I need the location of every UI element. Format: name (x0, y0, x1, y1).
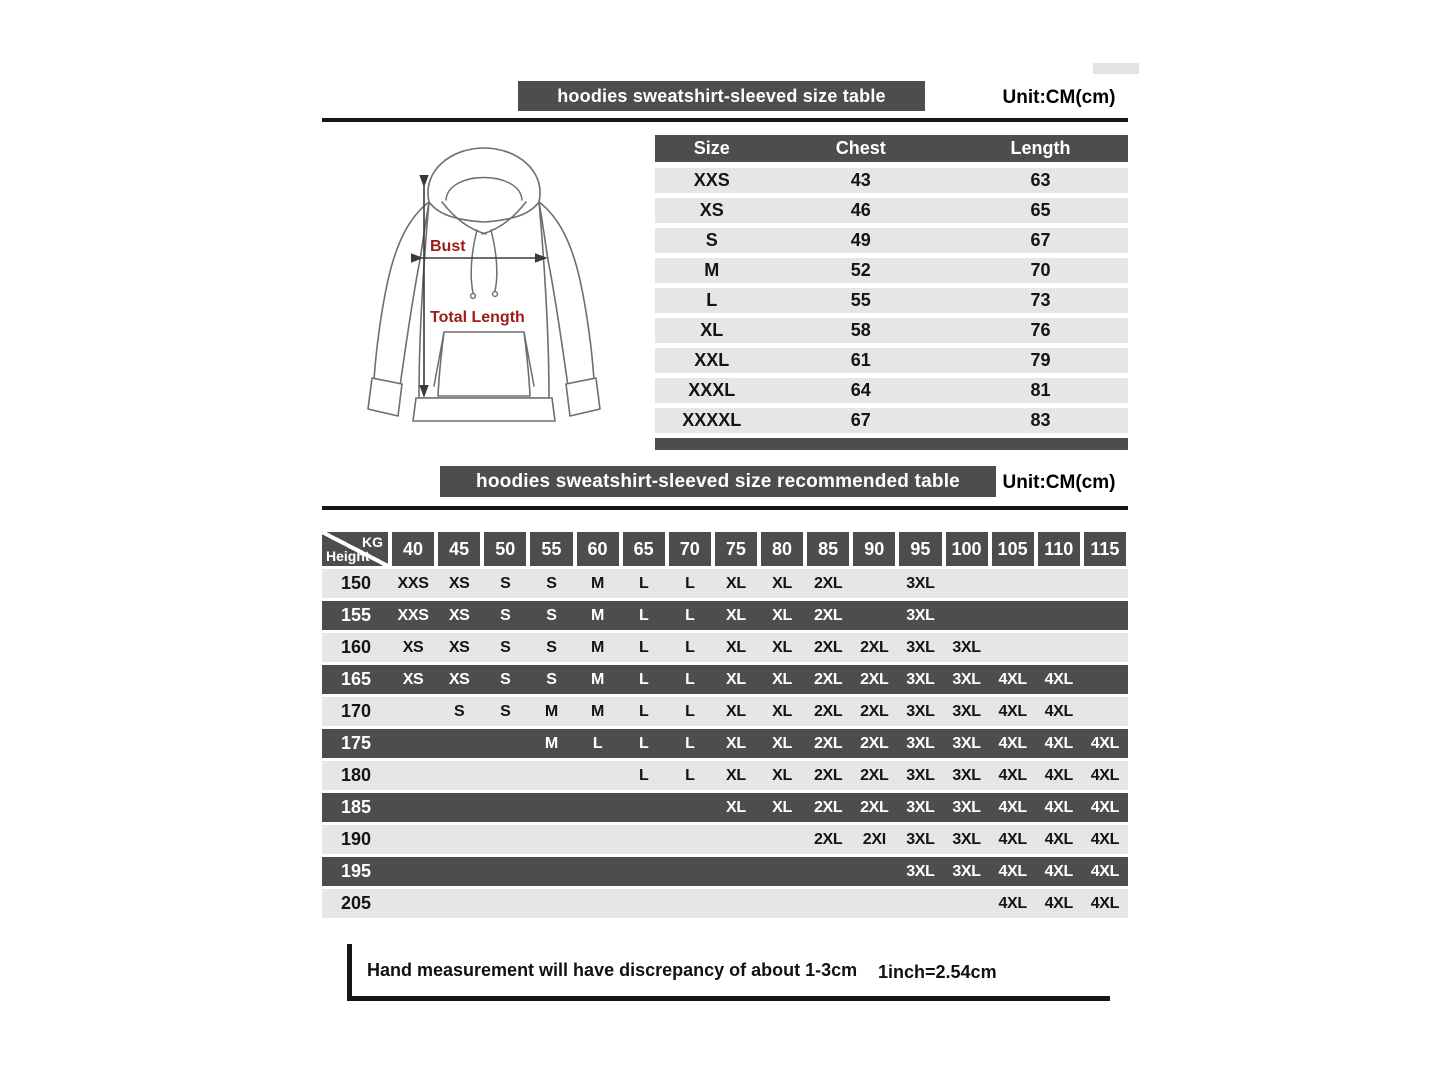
length-cell: 83 (1030, 410, 1051, 430)
chest-cell: 43 (850, 170, 871, 190)
size-cell: XS (699, 200, 724, 220)
footer-underline (347, 996, 1110, 1001)
recommended-size-cell: S (500, 638, 511, 656)
recommended-size-cell: L (638, 734, 649, 752)
chest-cell: 52 (850, 260, 871, 280)
kg-height-corner-cell (322, 532, 388, 566)
height-cell: 175 (340, 733, 372, 753)
recommended-size-cell: S (546, 606, 557, 624)
recommended-size-cell: 3XL (906, 606, 935, 624)
height-cell: 185 (340, 797, 372, 817)
recommended-size-cell: 2XL (860, 638, 889, 656)
kg-column-header: 75 (715, 532, 757, 566)
chest-cell: 58 (850, 320, 871, 340)
recommended-size-cell: 2XL (813, 798, 843, 816)
kg-corner-label: KG (362, 534, 383, 550)
recommended-size-cell: 4XL (998, 862, 1027, 880)
recommended-size-cell: 3XL (952, 862, 981, 880)
recommended-size-cell: XL (726, 702, 746, 720)
hoodie-right-cuff (566, 378, 600, 416)
recommended-size-cell: 3XL (906, 638, 935, 656)
size-cell: XXXXL (682, 410, 742, 430)
recommended-size-cell: S (500, 702, 511, 720)
recommended-size-cell: XS (402, 638, 424, 656)
recommended-size-cell: 2XL (860, 798, 889, 816)
size-column-header: Size (693, 138, 730, 158)
recommended-size-cell: L (685, 734, 695, 752)
height-cell: 205 (340, 893, 372, 913)
kg-column-header: 70 (669, 532, 711, 566)
recommended-size-cell: 2XL (860, 766, 889, 784)
recommended-size-cell: L (638, 606, 649, 624)
recommended-size-cell: XS (448, 670, 470, 688)
recommended-size-cell: 3XL (952, 830, 981, 848)
recommended-size-cell: M (591, 702, 605, 720)
recommended-size-cell: 2XL (860, 734, 889, 752)
recommended-table-row (322, 889, 1128, 918)
recommended-size-cell: S (546, 574, 557, 592)
recommended-size-cell: 3XL (906, 862, 935, 880)
recommended-size-cell: 3XL (952, 670, 981, 688)
size-cell: XXXL (688, 380, 736, 400)
recommended-table-row (322, 729, 1128, 758)
recommended-size-cell: 3XL (906, 766, 935, 784)
height-cell: 180 (340, 765, 372, 785)
inch-conversion-note: 1inch=2.54cm (878, 962, 997, 982)
recommended-table-row (322, 793, 1128, 822)
hoodie-hood (428, 148, 540, 222)
length-cell: 65 (1030, 200, 1051, 220)
recommended-size-cell: 4XL (1044, 862, 1074, 880)
recommended-size-cell: S (500, 574, 511, 592)
recommended-table-row (322, 825, 1128, 854)
recommended-size-cell: XL (772, 606, 792, 624)
recommended-size-cell: XXS (397, 606, 429, 624)
kg-column-header: 90 (853, 532, 895, 566)
height-cell: 155 (340, 605, 372, 625)
recommended-size-cell: XL (772, 638, 792, 656)
recommended-table-header (322, 532, 1128, 566)
length-cell: 81 (1030, 380, 1051, 400)
recommended-size-cell: 4XL (1044, 734, 1074, 752)
recommended-size-cell: L (592, 734, 603, 752)
scan-artifact (1093, 63, 1139, 74)
hoodie-hem-band (413, 398, 555, 421)
recommended-size-cell: 4XL (1090, 830, 1120, 848)
size-table-title: hoodies sweatshirt-sleeved size table (518, 81, 925, 111)
recommended-size-cell: M (591, 638, 605, 656)
recommended-size-cell: 2XI (862, 830, 886, 848)
length-cell: 67 (1030, 230, 1051, 250)
recommended-size-cell: 3XL (952, 766, 981, 784)
height-cell: 170 (340, 701, 372, 721)
recommended-size-cell: 4XL (1090, 894, 1120, 912)
height-cell: 165 (340, 669, 372, 689)
recommended-size-cell: XL (726, 638, 746, 656)
size-table-row (655, 288, 1128, 313)
length-cell: 79 (1030, 350, 1051, 370)
size-table-row (655, 198, 1128, 223)
recommended-size-cell: 3XL (906, 830, 935, 848)
size-table-row (655, 408, 1128, 433)
recommended-table-row (322, 665, 1128, 694)
unit-label-top: Unit:CM(cm) (1002, 87, 1116, 108)
recommended-table-row (322, 569, 1128, 598)
measurement-note: Hand measurement will have discrepancy of about 1-3cm (367, 960, 858, 980)
recommended-table-row (322, 761, 1128, 790)
kg-column-header: 55 (530, 532, 572, 566)
recommended-table-title: hoodies sweatshirt-sleeved size recommended table (440, 466, 996, 497)
recommended-size-cell: XL (772, 766, 792, 784)
recommended-size-cell: L (685, 574, 695, 592)
recommended-size-cell: 4XL (998, 670, 1027, 688)
recommended-size-cell: 4XL (1044, 702, 1074, 720)
recommended-size-cell: 3XL (952, 734, 981, 752)
recommended-size-cell: 4XL (1044, 830, 1074, 848)
chest-cell: 55 (850, 290, 871, 310)
recommended-size-cell: 4XL (998, 766, 1027, 784)
recommended-size-cell: L (638, 670, 649, 688)
recommended-size-cell: 2XL (813, 574, 843, 592)
recommended-table-row (322, 601, 1128, 630)
size-table-row (655, 228, 1128, 253)
kg-column-header: 85 (807, 532, 849, 566)
recommended-size-cell: 3XL (906, 702, 935, 720)
size-cell: XL (700, 320, 724, 340)
recommended-size-cell: 2XL (813, 638, 843, 656)
length-cell: 76 (1030, 320, 1051, 340)
recommended-size-cell: L (685, 638, 695, 656)
recommended-size-cell: 3XL (952, 798, 981, 816)
divider-line-top (322, 118, 1128, 122)
recommended-size-cell: 2XL (813, 606, 843, 624)
recommended-size-cell: 3XL (906, 798, 935, 816)
chest-cell: 61 (850, 350, 871, 370)
recommended-size-cell: 4XL (998, 734, 1027, 752)
size-table (655, 135, 1128, 450)
size-cell: M (704, 260, 720, 280)
recommended-size-cell: XL (726, 606, 746, 624)
recommended-size-cell: 2XL (813, 830, 843, 848)
recommended-size-cell: S (454, 702, 465, 720)
footer-left-bar (347, 944, 352, 1001)
size-table-row (655, 378, 1128, 403)
recommended-size-cell: 2XL (813, 670, 843, 688)
recommended-size-cell: L (638, 766, 649, 784)
recommended-size-cell: L (638, 574, 649, 592)
recommended-size-cell: M (591, 574, 605, 592)
chest-cell: 64 (850, 380, 871, 400)
recommended-size-cell: 4XL (1090, 766, 1120, 784)
hoodie-pocket (438, 332, 530, 396)
recommended-size-cell: 2XL (860, 670, 889, 688)
kg-column-header: 110 (1038, 532, 1080, 566)
recommended-size-cell: 2XL (860, 702, 889, 720)
recommended-size-cell: 3XL (952, 702, 981, 720)
recommended-size-cell: 4XL (998, 702, 1027, 720)
recommended-size-cell: 4XL (1044, 766, 1074, 784)
recommended-size-cell: S (546, 670, 557, 688)
recommended-size-cell: 4XL (998, 894, 1027, 912)
recommended-size-cell: S (500, 606, 511, 624)
unit-label-bottom: Unit:CM(cm) (1002, 472, 1116, 493)
kg-column-header: 60 (577, 532, 619, 566)
recommended-size-cell: L (685, 606, 695, 624)
size-cell: S (705, 230, 718, 250)
kg-column-header: 45 (438, 532, 480, 566)
recommended-size-cell: XL (772, 798, 792, 816)
kg-column-header: 95 (899, 532, 941, 566)
length-cell: 63 (1030, 170, 1051, 190)
recommended-size-cell: 4XL (1090, 734, 1120, 752)
recommended-size-cell: 4XL (1044, 670, 1074, 688)
chest-column-header: Chest (835, 138, 886, 158)
recommended-size-cell: 4XL (998, 830, 1027, 848)
height-corner-label: Height (326, 548, 370, 564)
recommended-size-cell: 4XL (1090, 798, 1120, 816)
recommended-size-cell: M (591, 670, 605, 688)
recommended-size-cell: M (544, 702, 558, 720)
length-cell: 70 (1030, 260, 1051, 280)
recommended-size-cell: 4XL (1044, 894, 1074, 912)
total-length-label: Total Length (430, 309, 525, 326)
recommended-size-cell: XXS (397, 574, 429, 592)
recommended-table-row (322, 857, 1128, 886)
recommended-size-cell: XL (726, 670, 746, 688)
size-table-row (655, 348, 1128, 373)
recommended-size-cell: 3XL (906, 734, 935, 752)
kg-column-header: 40 (392, 532, 434, 566)
height-cell: 190 (340, 829, 372, 849)
height-cell: 150 (340, 573, 372, 593)
recommended-size-cell: M (544, 734, 558, 752)
chest-cell: 49 (850, 230, 871, 250)
size-cell: L (706, 290, 718, 310)
recommended-size-cell: 4XL (1090, 862, 1120, 880)
size-table-row (655, 318, 1128, 343)
hoodie-line-drawing (333, 140, 635, 458)
recommended-size-cell: 4XL (998, 798, 1027, 816)
height-cell: 195 (340, 861, 372, 881)
recommended-size-cell: 4XL (1044, 798, 1074, 816)
recommended-size-cell: 3XL (952, 638, 981, 656)
recommended-size-cell: XS (448, 574, 470, 592)
divider-line-bottom (322, 506, 1128, 510)
recommended-size-cell: L (638, 702, 649, 720)
size-table-header (655, 135, 1128, 162)
length-cell: 73 (1030, 290, 1051, 310)
recommended-size-cell: XL (726, 766, 746, 784)
kg-column-header: 50 (484, 532, 526, 566)
recommended-size-cell: XL (726, 734, 746, 752)
kg-column-header: 100 (946, 532, 988, 566)
kg-column-header: 115 (1084, 532, 1126, 566)
kg-column-header: 80 (761, 532, 803, 566)
recommended-size-cell: XS (448, 606, 470, 624)
size-table-row (655, 168, 1128, 193)
recommended-size-cell: XS (402, 670, 424, 688)
recommended-size-cell: L (685, 702, 695, 720)
recommended-size-cell: XL (726, 574, 746, 592)
recommended-size-cell: XL (772, 670, 792, 688)
bust-label: Bust (430, 238, 466, 255)
recommended-size-cell: L (638, 638, 649, 656)
chest-cell: 46 (850, 200, 871, 220)
recommended-table-row (322, 697, 1128, 726)
recommended-size-cell: 3XL (906, 670, 935, 688)
recommended-size-cell: XS (448, 638, 470, 656)
recommended-size-cell: L (685, 670, 695, 688)
recommended-size-cell: XL (772, 574, 792, 592)
recommended-size-cell: S (546, 638, 557, 656)
size-table-bottom-bar (655, 438, 1128, 450)
recommended-size-cell: 2XL (813, 702, 843, 720)
recommended-size-cell: XL (772, 734, 792, 752)
recommended-size-cell: M (591, 606, 605, 624)
recommended-size-cell: 2XL (813, 734, 843, 752)
size-table-row (655, 258, 1128, 283)
recommended-size-table (322, 532, 1128, 921)
kg-column-header: 105 (992, 532, 1034, 566)
recommended-table-row (322, 633, 1128, 662)
kg-column-header: 65 (623, 532, 665, 566)
hoodie-left-cuff (368, 378, 402, 416)
size-cell: XXL (694, 350, 730, 370)
recommended-size-cell: S (500, 670, 511, 688)
recommended-size-cell: XL (726, 798, 746, 816)
recommended-size-cell: XL (772, 702, 792, 720)
recommended-size-cell: 3XL (906, 574, 935, 592)
recommended-size-cell: L (685, 766, 695, 784)
length-column-header: Length (1010, 138, 1071, 158)
height-cell: 160 (340, 637, 372, 657)
chest-cell: 67 (850, 410, 871, 430)
recommended-size-cell: 2XL (813, 766, 843, 784)
size-cell: XXS (693, 170, 730, 190)
